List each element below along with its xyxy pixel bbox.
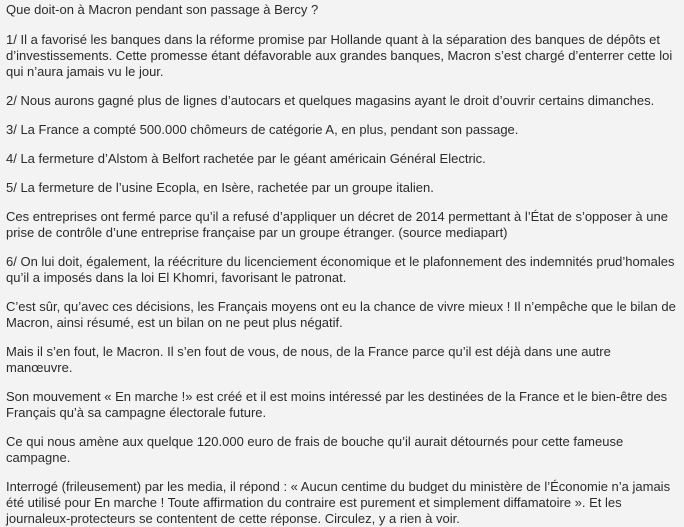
paragraph-6: Ces entreprises ont fermé parce qu’il a refusé d’appliquer un décret de 2014 permettant à l’État de s’opposer à une prise de contrôle d’une entreprise française par un groupe étranger. (source mediapart) xyxy=(6,209,668,240)
paragraph-12: Interrogé (frileusement) par les media, il répond : « Aucun centime du budget du ministère de l’Économie n’a jamais été utilisé pour En marche ! Toute affirmation du contraire est purement et simplement diffamatoire ». Et les journaleux-protecteurs se contentent de cette réponse. Circulez, y a rien à voir. xyxy=(6,479,671,526)
paragraph-9: Mais il s’en fout, le Macron. Il s’en fout de vous, de nous, de la France parce qu’il est déjà dans une autre manœuvre. xyxy=(6,344,611,375)
paragraph-5: 5/ La fermeture de l’usine Ecopla, en Isère, rachetée par un groupe italien. xyxy=(6,180,434,195)
paragraph-11: Ce qui nous amène aux quelque 120.000 euro de frais de bouche qu’il aurait détournés pour cette fameuse campagne. xyxy=(6,434,624,465)
article-title: Que doit-on à Macron pendant son passage à Bercy ? xyxy=(6,2,319,17)
paragraph-7: 6/ On lui doit, également, la réécriture du licenciement économique et le plafonnement des indemnités prud’homales qu’il a imposés dans la loi El Khomri, favorisant le patronat. xyxy=(6,254,675,285)
paragraph-3: 3/ La France a compté 500.000 chômeurs de catégorie A, en plus, pendant son passage. xyxy=(6,122,519,137)
paragraph-1: 1/ Il a favorisé les banques dans la réforme promise par Hollande quant à la séparation des banques de dépôts et d’investissements. Cette promesse étant défavorable aux grandes banques, Macron s’est chargé d’enterrer cette loi qui n’aura jamais vu le jour. xyxy=(6,32,673,79)
paragraph-4: 4/ La fermeture d’Alstom à Belfort rachetée par le géant américain Général Electric. xyxy=(6,151,486,166)
paragraph-10: Son mouvement « En marche !» est créé et il est moins intéressé par les destinées de la France et le bien-être des Français qu’à sa campagne électorale future. xyxy=(6,389,668,420)
paragraph-8: C’est sûr, qu’avec ces décisions, les Français moyens ont eu la chance de vivre mieux ! Il n’empêche que le bilan de Macron, ainsi résumé, est un bilan on ne peut plus négatif. xyxy=(6,299,676,330)
paragraph-2: 2/ Nous aurons gagné plus de lignes d’autocars et quelques magasins ayant le droit d’ouvrir certains dimanches. xyxy=(6,93,655,108)
